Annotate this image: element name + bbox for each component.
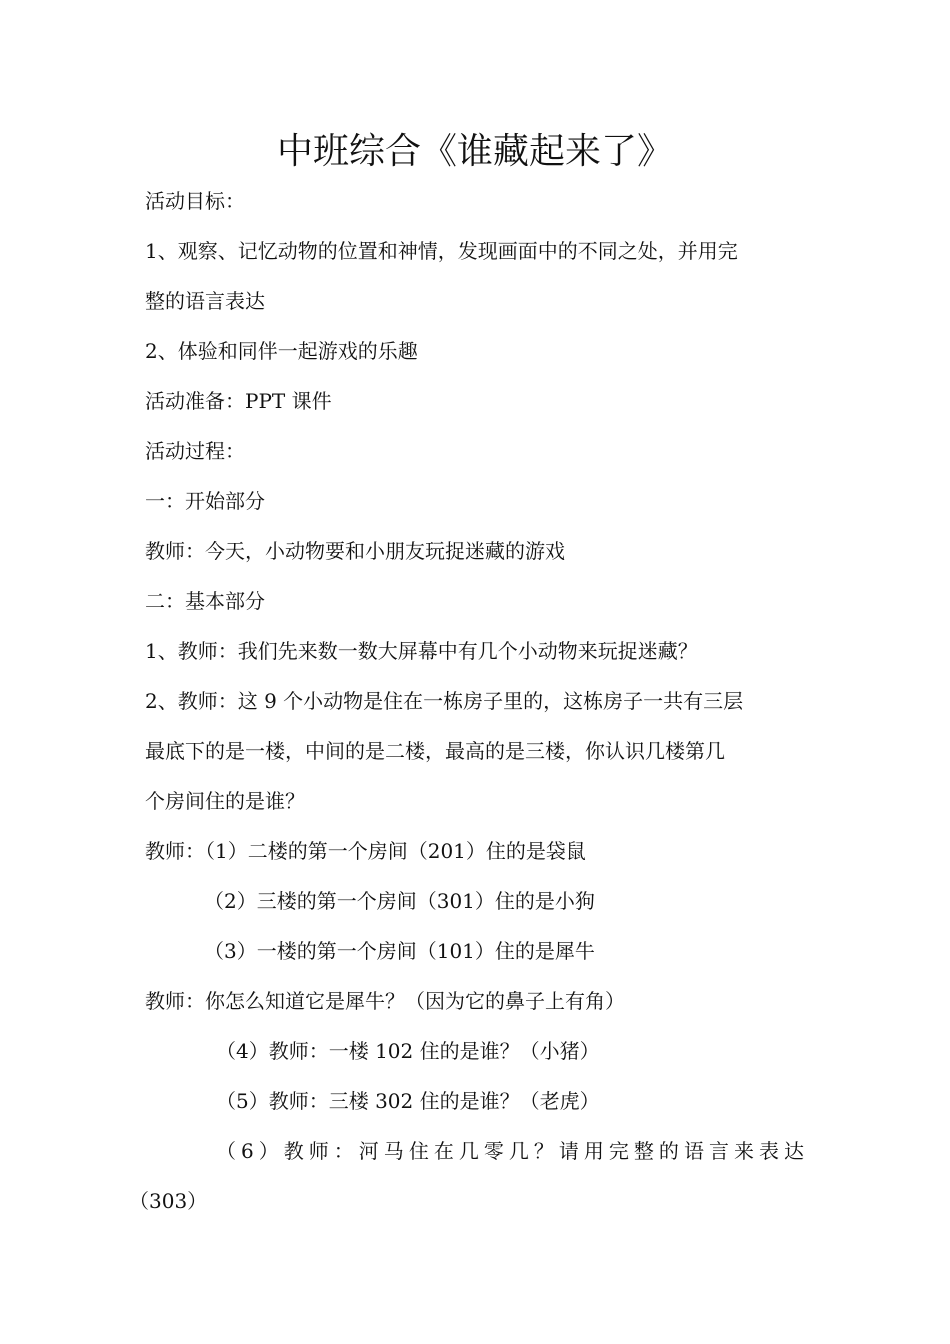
document-title: 中班综合《谁藏起来了》 bbox=[276, 131, 673, 172]
objective-2: 2、体验和同伴一起游戏的乐趣 bbox=[145, 339, 418, 363]
preparation-line: 活动准备：PPT 课件 bbox=[145, 389, 332, 413]
part-2-heading: 二：基本部分 bbox=[145, 589, 265, 613]
rhino-question-line: 教师：你怎么知道它是犀牛？（因为它的鼻子上有角） bbox=[145, 989, 625, 1013]
section-heading-objectives: 活动目标： bbox=[145, 189, 245, 213]
question-6-line-1: （6）教师：河马住在几零几？请用完整的语言来表达 bbox=[216, 1139, 806, 1163]
step-2-line-2: 最底下的是一楼，中间的是二楼，最高的是三楼，你认识几楼第几 bbox=[145, 739, 725, 763]
question-5-line: （5）教师：三楼 302 住的是谁？（老虎） bbox=[216, 1089, 600, 1113]
question-4-line: （4）教师：一楼 102 住的是谁？（小猪） bbox=[216, 1039, 600, 1063]
objective-1-line-2: 整的语言表达 bbox=[145, 289, 265, 313]
teacher-intro-line: 教师：今天，小动物要和小朋友玩捉迷藏的游戏 bbox=[145, 539, 565, 563]
objective-1-line-1: 1、观察、记忆动物的位置和神情，发现画面中的不同之处，并用完 bbox=[145, 239, 738, 263]
step-2-line-1: 2、教师：这 9 个小动物是住在一栋房子里的，这栋房子一共有三层 bbox=[145, 689, 744, 713]
question-2-line: （2）三楼的第一个房间（301）住的是小狗 bbox=[204, 889, 595, 913]
question-3-line: （3）一楼的第一个房间（101）住的是犀牛 bbox=[204, 939, 595, 963]
question-6-line-2: （303） bbox=[129, 1189, 208, 1213]
step-2-line-3: 个房间住的是谁？ bbox=[145, 789, 305, 813]
question-1-line: 教师：（1）二楼的第一个房间（201）住的是袋鼠 bbox=[145, 839, 586, 863]
section-heading-process: 活动过程： bbox=[145, 439, 245, 463]
part-1-heading: 一：开始部分 bbox=[145, 489, 265, 513]
step-1-line: 1、教师：我们先来数一数大屏幕中有几个小动物来玩捉迷藏？ bbox=[145, 639, 698, 663]
